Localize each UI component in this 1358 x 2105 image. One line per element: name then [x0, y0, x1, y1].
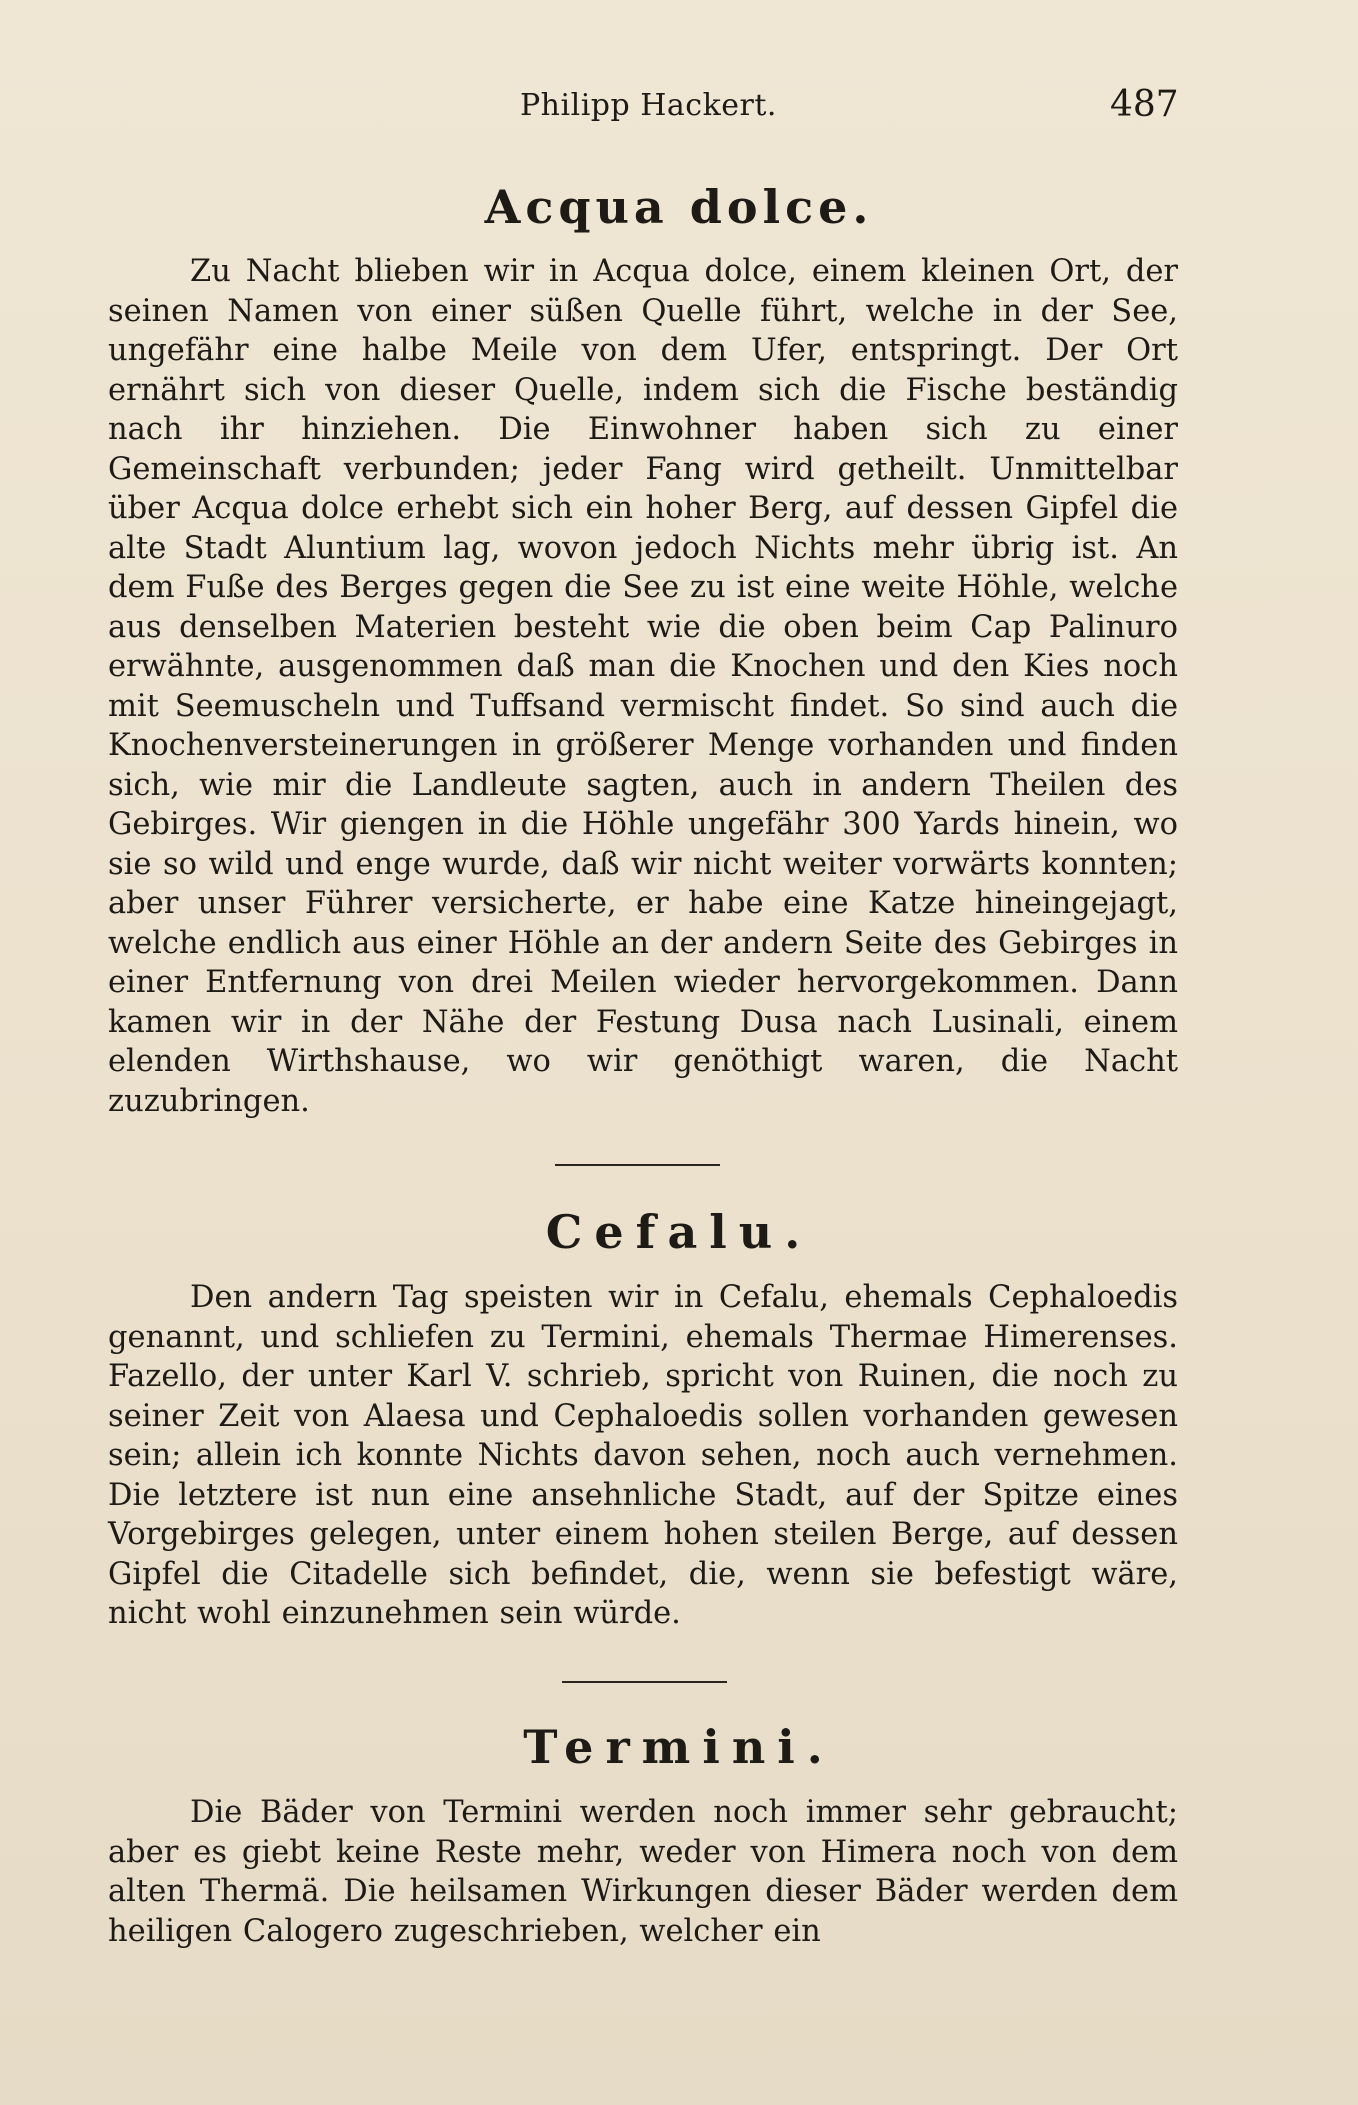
section-divider — [555, 1164, 720, 1166]
running-title: Philipp Hackert. — [520, 88, 777, 123]
section-divider — [562, 1681, 727, 1683]
section-heading-cefalu: Cefalu. — [545, 1205, 813, 1259]
running-head — [0, 84, 1358, 128]
paragraph-acqua-dolce: Zu Nacht blieben wir in Acqua dolce, einem kleinen Ort, der seinen Namen von einer süßen Quelle führt, welche in der See, ungefähr eine halbe Meile von dem Ufer, entspringt. Der Ort ernährt sich von dieser Quelle, indem sich die Fische beständig nach ihr hinziehen. Die Einwohner haben sich zu einer Gemeinschaft verbunden; jeder Fang wird getheilt. Unmittelbar über Acqua dolce erhebt sich ein hoher Berg, auf dessen Gipfel die alte Stadt Aluntium lag, wovon jedoch Nichts mehr übrig ist. An dem Fuße des Berges gegen die See zu ist eine weite Höhle, welche aus denselben Materien besteht wie die oben beim Cap Palinuro erwähnte, ausgenommen daß man die Knochen und den Kies noch mit Seemuscheln und Tuffsand vermischt findet. So sind auch die Knochenversteinerungen in größerer Menge vorhanden und finden sich, wie mir die Landleute sagten, auch in andern Theilen des Gebirges. Wir giengen in die Höhle ungefähr 300 Yards hinein, wo sie so wild und enge wurde, daß wir nicht weiter vorwärts konnten; aber unser Führer versicherte, er habe eine Katze hineingejagt, welche endlich aus einer Höhle an der andern Seite des Gebirges in einer Entfernung von drei Meilen wieder hervorgekommen. Dann kamen wir in der Nähe der Festung Dusa nach Lusinali, einem elenden Wirthshause, wo wir genöthigt waren, die Nacht zuzubringen. — [108, 254, 1178, 1119]
paragraph-cefalu: Den andern Tag speisten wir in Cefalu, ehemals Cephaloedis genannt, und schliefen zu Termini, ehemals Thermae Himerenses. Fazello, der unter Karl V. schrieb, spricht von Ruinen, die noch zu seiner Zeit von Alaesa und Cephaloedis sollen vorhanden gewesen sein; allein ich konnte Nichts davon sehen, noch auch vernehmen. Die letztere ist nun eine ansehnliche Stadt, auf der Spitze eines Vorgebirges gelegen, unter einem hohen steilen Berge, auf dessen Gipfel die Citadelle sich befindet, die, wenn sie befestigt wäre, nicht wohl einzunehmen sein würde. — [108, 1280, 1178, 1631]
section-heading-termini: Termini. — [523, 1720, 835, 1774]
page-number: 487 — [1110, 84, 1179, 125]
section-heading-acqua-dolce: Acqua dolce. — [484, 180, 874, 234]
paragraph-termini: Die Bäder von Termini werden noch immer sehr gebraucht; aber es giebt keine Reste mehr, weder von Himera noch von dem alten Thermä. Die heilsamen Wirkungen dieser Bäder werden dem heiligen Calogero zugeschrieben, welcher ein — [108, 1795, 1178, 1949]
